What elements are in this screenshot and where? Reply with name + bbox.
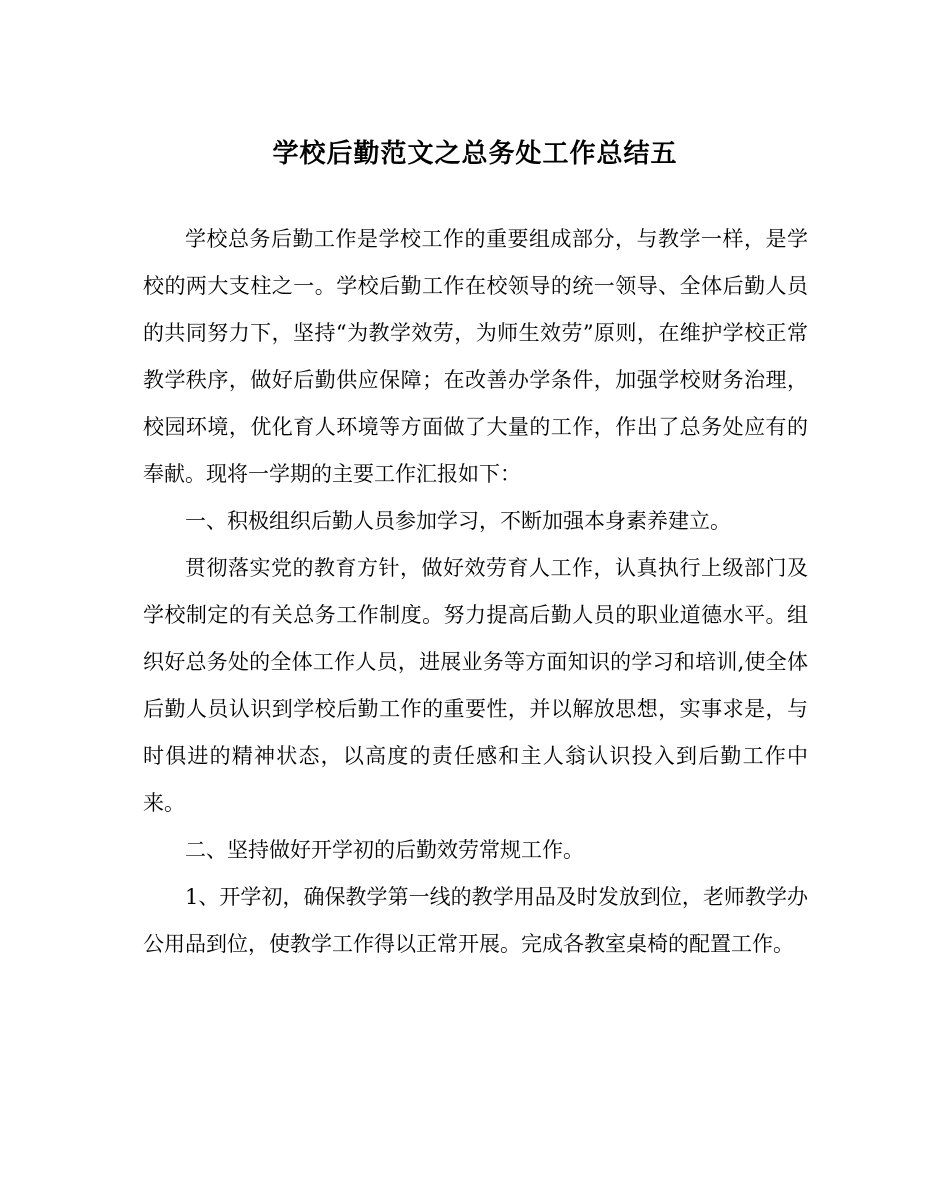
section-heading-1: 一、积极组织后勤人员参加学习，不断加强本身素养建立。 [185, 509, 731, 533]
paragraph-item-1: 1、开学初，确保教学第一线的教学用品及时发放到位，老师教学办公用品到位，使教学工作得以正常开展。完成各教室桌椅的配置工作。 [143, 885, 808, 956]
document-title: 学校后勤范文之总务处工作总结五 [272, 139, 678, 169]
document-body [143, 216, 808, 968]
section-heading-2: 二、坚持做好开学初的后勤效劳常规工作。 [185, 838, 584, 862]
paragraph-intro: 学校总务后勤工作是学校工作的重要组成部分，与教学一样，是学校的两大支柱之一。学校后勤工作在校领导的统一领导、全体后勤人员的共同努力下，坚持“为教学效劳，为师生效劳”原则，在维护学校正常教学秩序，做好后勤供应保障；在改善办学条件，加强学校财务治理，校园环境，优化育人环境等方面做了大量的工作，作出了总务处应有的奉献。现将一学期的主要工作汇报如下： [143, 227, 808, 486]
paragraph-section-1: 贯彻落实党的教育方针，做好效劳育人工作，认真执行上级部门及学校制定的有关总务工作制度。努力提高后勤人员的职业道德水平。组织好总务处的全体工作人员，进展业务等方面知识的学习和培训,使全体后勤人员认识到学校后勤工作的重要性，并以解放思想，实事求是，与时俱进的精神状态，以高度的责任感和主人翁认识投入到后勤工作中来。 [143, 556, 808, 815]
